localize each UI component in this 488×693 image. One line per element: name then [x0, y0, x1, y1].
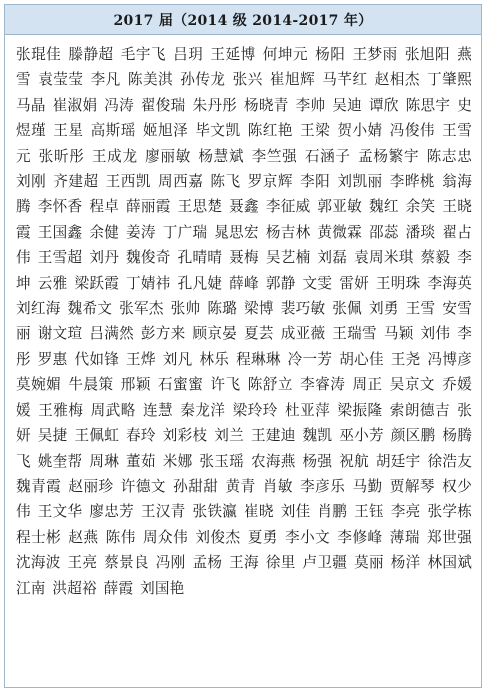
- class-of-2017-panel: [4, 4, 482, 688]
- panel-title: 2017 届（2014 级 2014-2017 年）: [5, 5, 481, 35]
- graduate-names-list: 张琨佳 滕静超 毛宇飞 吕玥 王延博 何坤元 杨阳 王梦雨 张旭阳 燕雪 袁莹莹 李凡 陈美淇 孙传龙 张兴 崔旭辉 马芊红 赵相杰 丁肇熙 马晶 崔淑娟 冯涛 翟俊瑞 朱丹彤 杨晓青 李帅 吴迪 谭欣 陈思宇 史煜瑾 王星 高斯瑶 姬旭泽 毕文凯 陈红艳 王梁 贺小婧 冯俊伟 王雪元 张昕彤 王成龙 廖丽敏 杨慧斌 李竺强 石涵子 孟杨繁宇 陈志忠 刘刚 齐建超 王西凯 周西嘉 陈飞 罗京辉 李阳 刘凯丽 李晔桃 翁海腾 李怀香 程卓 薛丽霞 王思楚 聂鑫 李征威 郭亚敏 魏红 余笑 王晓霞 王国鑫 余健 姜涛 丁广瑞 晁思宏 杨吉林 黄微霖 邵蕊 潘琰 翟占伟 王雪超 刘丹 魏俊奇 孔晴晴 聂梅 吴艺楠 刘磊 袁周米琪 蔡毅 李坤 云雅 梁跃霞 丁婧祎 孔凡婕 薛峰 郭静 文雯 雷妍 王明珠 李海英 刘红海 魏希文 张军杰 张帅 陈璐 梁博 裴巧敏 张佩 刘勇 王雪 安雪丽 谢文瑄 吕满然 彭方来 顾京晏 夏芸 成亚薇 王瑞雪 马颖 刘伟 李彤 罗惠 代如锋 王烨 刘凡 林乐 程琳琳 冷一芳 胡心佳 王尧 冯博彦 莫婉媚 牛晨策 邢颖 石蜜蜜 许飞 陈舒立 李睿涛 周正 吴京文 乔媛媛 王雅梅 周武略 连慧 秦龙洋 梁玲玲 杜亚萍 梁振隆 索朗德吉 张妍 吴捷 王佩虹 春玲 刘彩枝 刘兰 王建迪 魏凯 巫小芳 颜区鹏 杨腾飞 姚奎帮 周琳 董茹 米娜 张玉瑶 农海燕 杨强 祝航 胡廷宇 徐浩友 魏青霞 赵丽珍 许德文 孙甜甜 黄青 肖敏 李彦乐 马勤 贾解琴 权少伟 王文华 廖忠芳 王汉青 张铁瀛 崔晓 刘佳 肖鹏 王钰 李亮 张学栋 程士彬 赵燕 陈伟 周众伟 刘俊杰 夏勇 李小文 李修峰 薄瑞 郑世强 沈海波 王亮 蔡景良 冯刚 孟杨 王海 徐里 卢卫疆 莫丽 杨洋 林国斌 江南 洪超裕 薛霞 刘国艳: [16, 46, 472, 597]
